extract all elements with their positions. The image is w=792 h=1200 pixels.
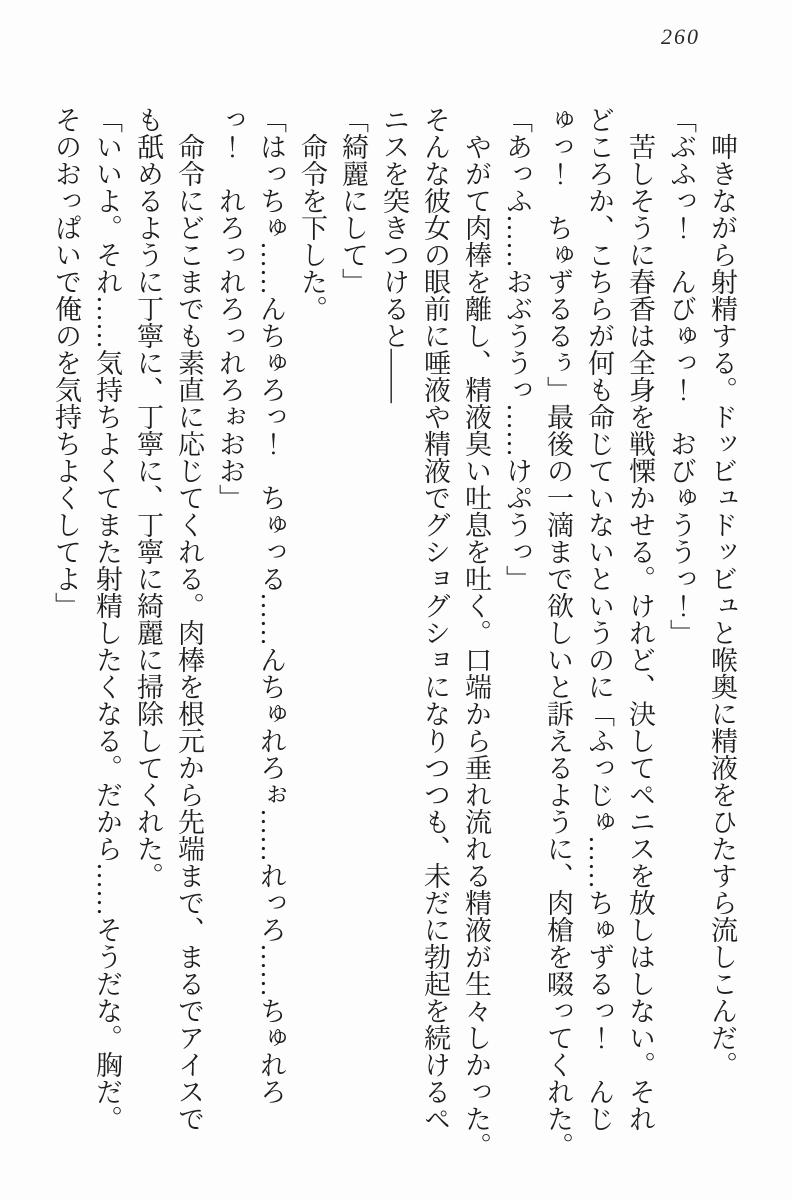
text-column: 「あっふ……おぶううっ……けぷうっ」 [502, 106, 532, 592]
text-column: 「ぶふっ！ んびゅっ！ おびゅううっ！」 [666, 106, 696, 646]
text-column: そんな彼女の眼前に唾液や精液でグショグショになりつつも、未だに勃起を続けるペ [420, 106, 450, 1132]
text-column: っ！ れろっれろっれろぉおお」 [215, 106, 245, 511]
text-column: 呻きながら射精する。ドッビュドッビュと喉奥に精液をひたすら流しこんだ。 [707, 133, 737, 1078]
text-column: どころか、こちらが何も命じていないというのに「ふっじゅ……ちゅずるっ！ んじ [584, 106, 614, 1132]
page-number: 260 [661, 24, 700, 49]
text-column: 「はっちゅ……んちゅろっ！ ちゅっる……んちゅれろぉ……れっろ……ちゅれろ [256, 106, 286, 1105]
text-column: 命令を下した。 [297, 133, 327, 322]
text-column: ニスを突きつけると―― [379, 106, 409, 403]
text-column: 「いいよ。それ……気持ちよくてまた射精したくなる。だから……そうだな。胸だ。 [92, 106, 122, 1132]
vertical-text-block [45, 106, 742, 1180]
text-column: ゅっ！ ちゅずるるぅ」最後の一滴まで欲しいと訴えるように、肉槍を啜ってくれた。 [543, 106, 573, 1159]
text-column: 命令にどこまでも素直に応じてくれる。肉棒を根元から先端まで、まるでアイスで [174, 133, 204, 1132]
text-column: 苦しそうに春香は全身を戦慄かせる。けれど、決してペニスを放しはしない。それ [625, 133, 655, 1132]
text-column: そのおっぱいで俺のを気持ちよくしてよ」 [51, 106, 81, 619]
text-column: 「綺麗にして」 [338, 106, 368, 295]
text-column: やがて肉棒を離し、精液臭い吐息を吐く。口端から垂れ流れる精液が生々しかった。 [461, 133, 491, 1159]
text-column: も舐めるように丁寧に、丁寧に、丁寧に綺麗に掃除してくれた。 [133, 106, 163, 889]
